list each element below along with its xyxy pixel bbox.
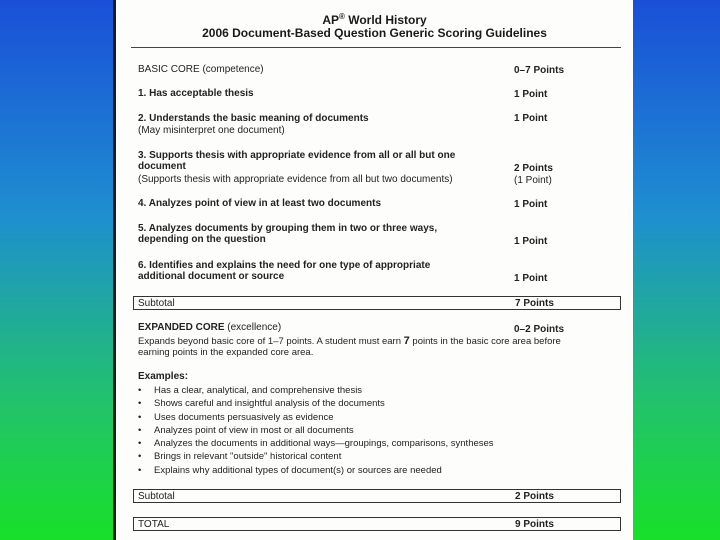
criterion-3-line2: document bbox=[138, 161, 186, 172]
criterion-6-line2: additional document or source bbox=[138, 271, 285, 282]
description-bold-number: 7 bbox=[403, 335, 410, 347]
criterion-4: 4. Analyzes point of view in at least two documents bbox=[138, 198, 382, 209]
criterion-5: 5. Analyzes documents by grouping them in two or three ways, bbox=[138, 223, 438, 234]
list-item: • Has a clear, analytical, and comprehensive thesis bbox=[138, 385, 494, 398]
list-item: • Analyzes the documents in additional ways—groupings, comparisons, syntheses bbox=[138, 438, 494, 451]
criterion-6: 6. Identifies and explains the need for one type of appropriate bbox=[138, 260, 431, 271]
criterion-3-points: 2 Points bbox=[514, 163, 553, 174]
description-part2: points in the basic core area before bbox=[409, 336, 561, 347]
registered-mark: ® bbox=[338, 12, 345, 21]
criterion-3: 3. Supports thesis with appropriate evidence from all or all but one bbox=[138, 150, 456, 161]
expanded-core-points: 0–2 Points bbox=[514, 324, 565, 335]
basic-core-heading bbox=[138, 64, 264, 76]
expanded-core-label: EXPANDED CORE bbox=[138, 322, 225, 333]
basic-subtotal-label: Subtotal bbox=[138, 298, 175, 309]
criterion-1-points: 1 Point bbox=[514, 89, 548, 100]
expanded-core-heading bbox=[138, 322, 281, 334]
criterion-2-note: (May misinterpret one document) bbox=[138, 125, 285, 136]
basic-core-qualifier: (competence) bbox=[199, 64, 264, 75]
basic-core-points: 0–7 Points bbox=[514, 65, 565, 76]
basic-subtotal-points: 7 Points bbox=[515, 298, 554, 309]
list-item: • Analyzes point of view in most or all documents bbox=[138, 425, 494, 438]
criterion-6-points: 1 Point bbox=[514, 273, 548, 284]
criterion-2: 2. Understands the basic meaning of documents bbox=[138, 113, 369, 124]
basic-subtotal-box bbox=[133, 296, 621, 310]
description-part1: Expands beyond basic core of 1–7 points. A student must earn bbox=[138, 336, 404, 347]
document-subtitle: 2006 Document-Based Question Generic Scoring Guidelines bbox=[202, 26, 547, 40]
basic-core-label: BASIC CORE bbox=[138, 64, 200, 75]
total-points: 9 Points bbox=[515, 519, 554, 530]
title-divider bbox=[131, 47, 621, 48]
criterion-3-alt-points: (1 Point) bbox=[514, 175, 552, 186]
total-label: TOTAL bbox=[138, 519, 170, 530]
expanded-core-qualifier: (excellence) bbox=[224, 322, 282, 333]
expanded-subtotal-box bbox=[133, 489, 621, 503]
examples-label: Examples: bbox=[138, 371, 189, 382]
expanded-core-description-line2: earning points in the expanded core area. bbox=[138, 347, 314, 358]
criterion-1: 1. Has acceptable thesis bbox=[138, 88, 254, 99]
list-item: • Explains why additional types of document(s) or sources are needed bbox=[138, 465, 494, 478]
examples-list bbox=[138, 385, 494, 478]
document-title bbox=[116, 12, 633, 27]
title-prefix: AP bbox=[322, 13, 339, 27]
criterion-2-points: 1 Point bbox=[514, 113, 548, 124]
expanded-subtotal-label: Subtotal bbox=[138, 491, 175, 502]
list-item: • Shows careful and insightful analysis of the documents bbox=[138, 398, 494, 411]
scoring-guidelines-page bbox=[113, 0, 633, 540]
criterion-4-points: 1 Point bbox=[514, 199, 548, 210]
list-item: • Uses documents persuasively as evidence bbox=[138, 412, 494, 425]
criterion-5-points: 1 Point bbox=[514, 236, 548, 247]
expanded-subtotal-points: 2 Points bbox=[515, 491, 554, 502]
total-box bbox=[133, 517, 621, 531]
list-item: • Brings in relevant "outside" historical content bbox=[138, 451, 494, 464]
criterion-5-line2: depending on the question bbox=[138, 234, 266, 245]
criterion-3-note: (Supports thesis with appropriate evidence from all but two documents) bbox=[138, 174, 453, 185]
title-suffix: World History bbox=[344, 13, 427, 27]
